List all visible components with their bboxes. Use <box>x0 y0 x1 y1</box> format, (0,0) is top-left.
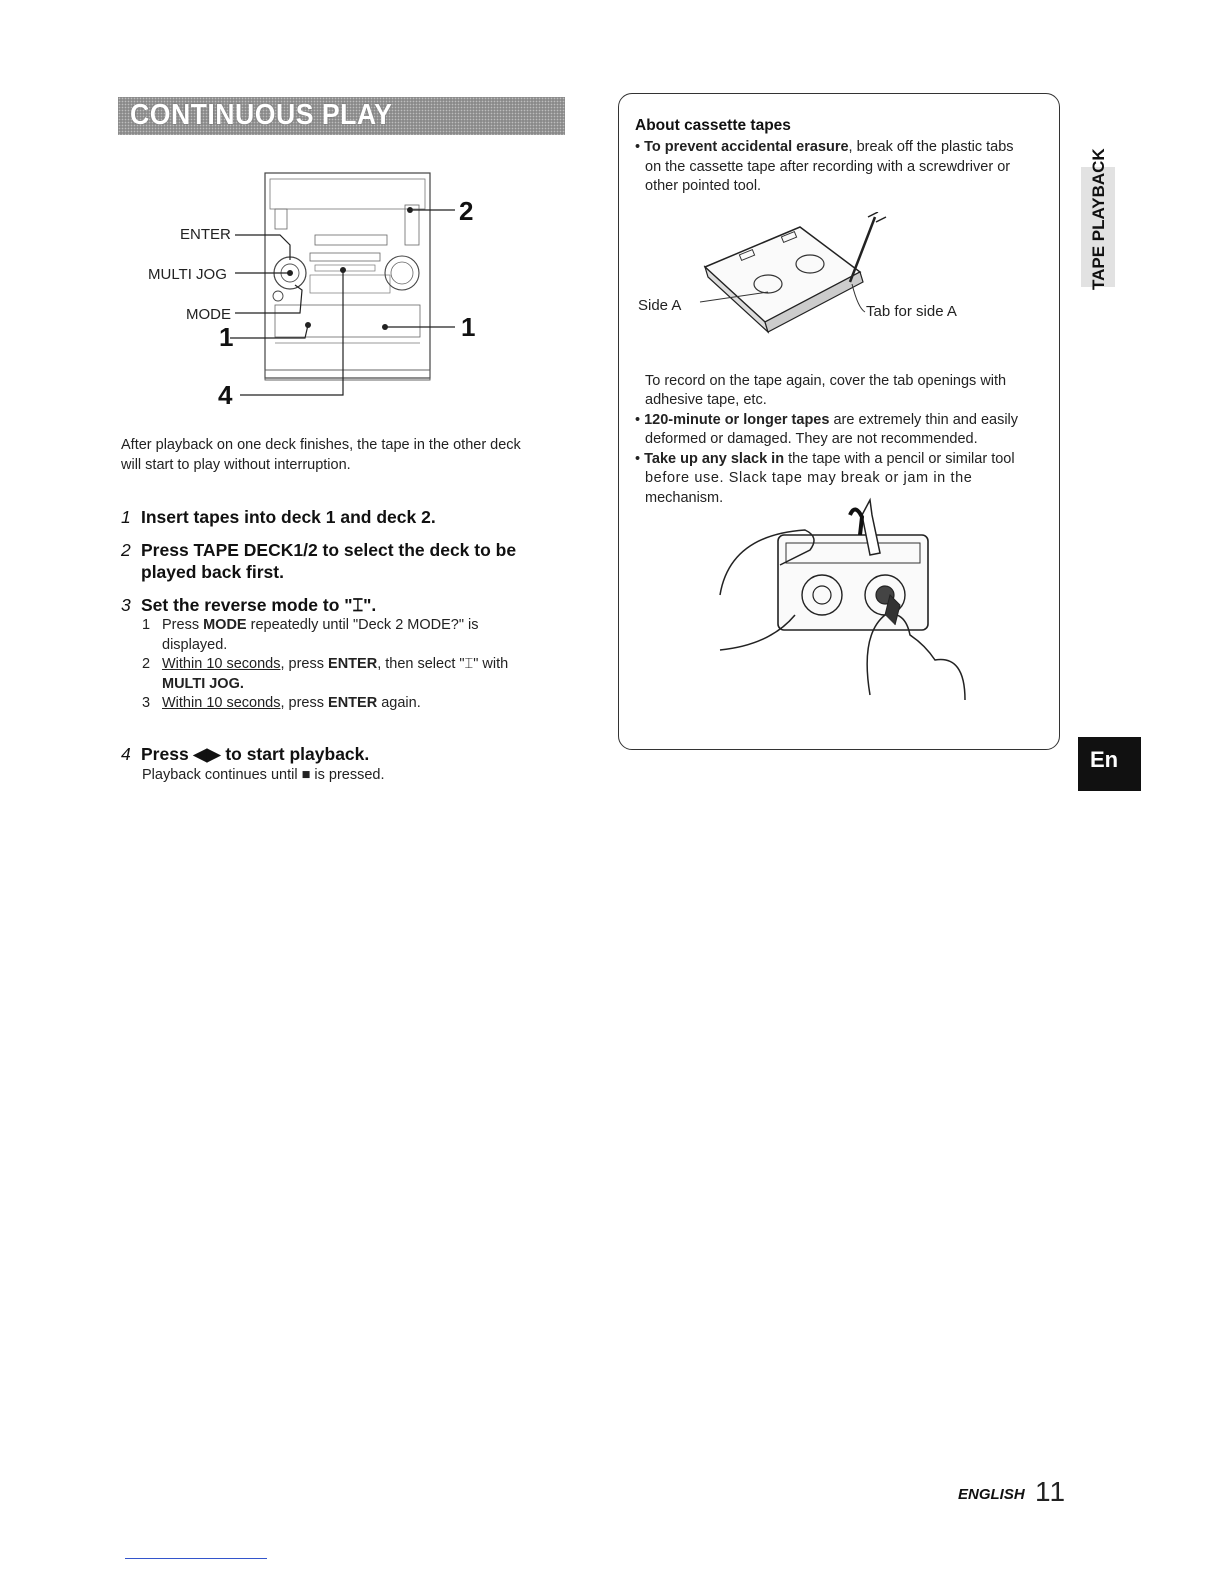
bullet-bold: 120-minute or longer tapes <box>644 412 830 428</box>
label-side-a: Side A <box>638 297 682 314</box>
step-number: 3 <box>121 595 131 615</box>
substep-text: repeatedly until "Deck 2 MODE?" is <box>246 617 479 633</box>
step-2 <box>121 539 516 561</box>
substep-number: 2 <box>142 656 151 672</box>
step-2-line-2: played back first. <box>141 562 284 582</box>
bullet-dot: • <box>635 139 645 155</box>
bottom-rule <box>125 1558 267 1559</box>
substep-2 <box>142 654 508 674</box>
tape-slack-illustration <box>710 495 970 715</box>
about-bullet-1-line-3: other pointed tool. <box>645 178 762 194</box>
bullet-dot: • <box>635 451 645 467</box>
bullet-bold: Take up any slack in <box>644 451 785 467</box>
about-bullet-2-line-2: deformed or damaged. They are not recommended. <box>645 431 978 447</box>
about-bullet-3-line-3: mechanism. <box>645 490 724 506</box>
step-4 <box>121 743 369 765</box>
bullet-dot: • <box>635 412 645 428</box>
label-step-2: 2 <box>459 196 474 226</box>
about-bullet-1-line-2: on the cassette tape after recording with a screwdriver or <box>645 159 1011 175</box>
substep-text: , press <box>280 695 329 711</box>
language-tab-label: En <box>1089 747 1119 772</box>
about-bullet-1 <box>635 137 1014 157</box>
bullet-text: are extremely thin and easily <box>829 412 1019 428</box>
about-title: About cassette tapes <box>635 117 791 134</box>
bullet-bold: To prevent accidental erasure <box>644 139 849 155</box>
stereo-system-diagram <box>130 165 490 410</box>
step-4-note: Playback continues until ■ is pressed. <box>142 767 385 783</box>
page-number: 11 <box>1035 1476 1067 1507</box>
footer-language: ENGLISH <box>958 1486 1025 1503</box>
step-text: Press ◀▶ to start playback. <box>141 744 370 764</box>
substep-underline: Within 10 seconds <box>162 656 281 672</box>
step-1 <box>121 506 436 528</box>
substep-1 <box>142 615 479 635</box>
step-text: Insert tapes into deck 1 and deck 2. <box>141 507 436 527</box>
label-enter: ENTER <box>180 226 231 243</box>
substep-text: , then select "⌶" with <box>377 656 509 672</box>
section-side-tab <box>1073 112 1121 292</box>
substep-text: Press <box>162 617 204 633</box>
label-step-4: 4 <box>218 380 233 410</box>
record-line-1: To record on the tape again, cover the tab openings with <box>645 373 1007 389</box>
page-title: CONTINUOUS PLAY <box>130 99 393 131</box>
substep-1-line-2: displayed. <box>162 637 228 653</box>
label-step-1-right: 1 <box>461 312 476 342</box>
about-bullet-3 <box>635 449 1015 469</box>
substep-underline: Within 10 seconds <box>162 695 281 711</box>
label-multi-jog: MULTI JOG <box>148 266 227 283</box>
bullet-text: the tape with a pencil or similar tool <box>784 451 1015 467</box>
substep-text: again. <box>377 695 421 711</box>
substep-3 <box>142 693 421 713</box>
label-tab-side-a: Tab for side A <box>866 303 957 320</box>
substep-text: , press <box>280 656 329 672</box>
intro-line-1: After playback on one deck finishes, the tape in the other deck <box>121 437 521 453</box>
step-number: 2 <box>121 540 131 560</box>
step-number: 4 <box>121 744 131 764</box>
substep-number: 1 <box>142 617 151 633</box>
step-number: 1 <box>121 507 131 527</box>
record-line-2: adhesive tape, etc. <box>645 392 767 408</box>
substep-bold: ENTER <box>328 695 378 711</box>
step-3 <box>121 594 376 616</box>
about-bullet-3-line-2: before use. Slack tape may break or jam in the <box>645 470 973 486</box>
section-side-tab-label: TAPE PLAYBACK <box>1089 148 1108 290</box>
bullet-text: , break off the plastic tabs <box>848 139 1014 155</box>
label-mode: MODE <box>186 306 231 323</box>
substep-2-line-2: MULTI JOG. <box>162 676 244 692</box>
substep-bold: MODE <box>203 617 247 633</box>
step-text: Set the reverse mode to "⌶". <box>141 595 377 615</box>
about-bullet-2 <box>635 410 1018 430</box>
substep-bold: ENTER <box>328 656 378 672</box>
substep-number: 3 <box>142 695 151 711</box>
step-text: Press TAPE DECK1/2 to select the deck to be <box>141 540 517 560</box>
intro-line-2: will start to play without interruption. <box>121 457 351 473</box>
cassette-tab-illustration <box>680 212 940 347</box>
label-step-1-left: 1 <box>219 322 234 352</box>
